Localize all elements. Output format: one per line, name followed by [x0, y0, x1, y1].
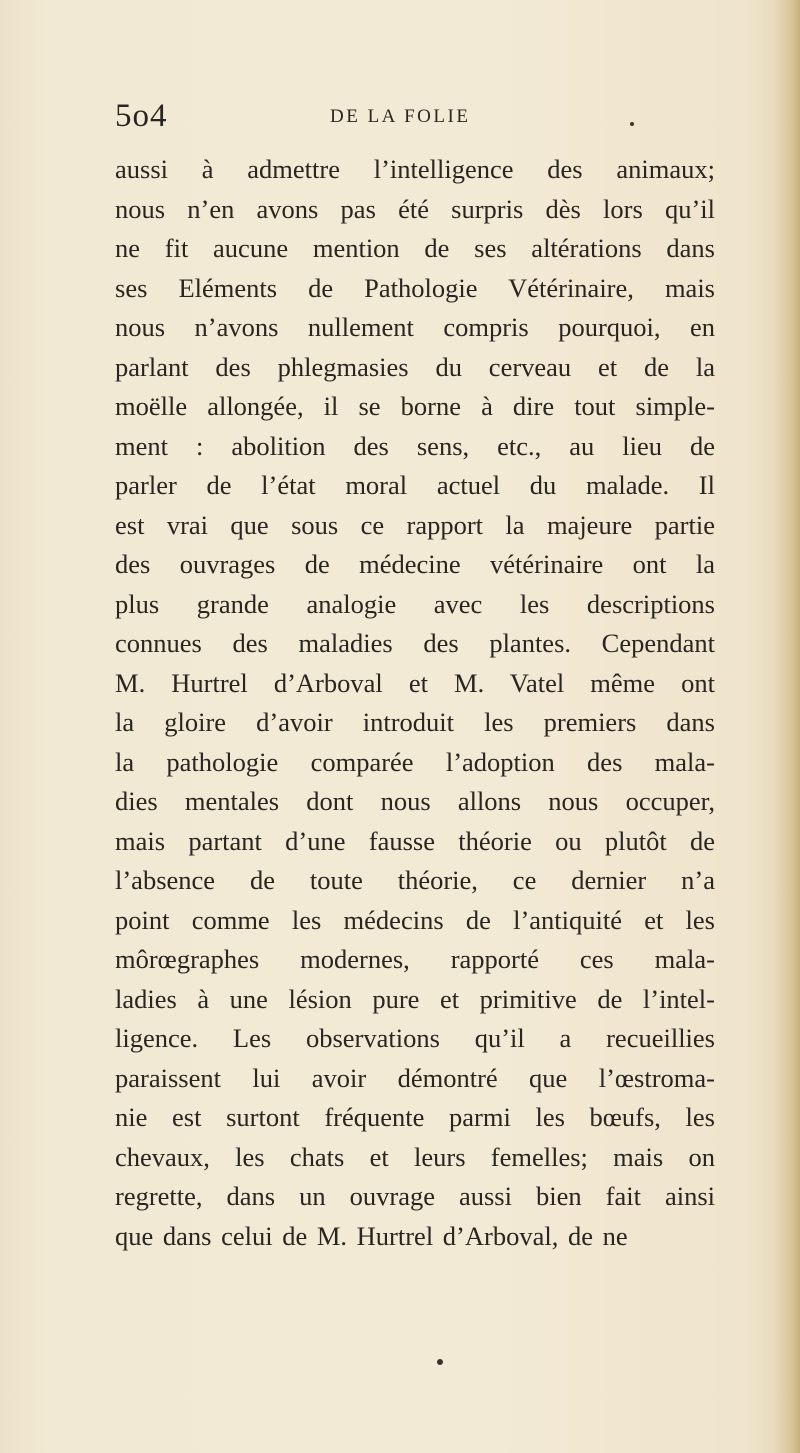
text-line: la gloire d’avoir introduit les premiers dans	[115, 707, 715, 737]
text-line: aussi à admettre l’intelligence des animaux;	[115, 154, 715, 184]
text-line: point comme les médecins de l’antiquité et les	[115, 904, 715, 935]
text-line: plus grande analogie avec les descriptions	[115, 588, 715, 619]
text-line: est vrai que sous ce rapport la majeure partie	[115, 509, 715, 540]
text-line: môrœgraphes modernes, rapporté ces mala-	[115, 944, 715, 974]
text-line: connues des maladies des plantes. Cependant	[115, 628, 715, 658]
text-line: chevaux, les chats et leurs femelles; mais on	[115, 1141, 715, 1172]
page-number: 5o4	[115, 98, 168, 134]
text-line: parler de l’état moral actuel du malade. Il	[115, 470, 715, 500]
text-line: mais partant d’une fausse théorie ou plutôt de	[115, 825, 715, 856]
text-line: ses Eléments de Pathologie Vétérinaire, mais	[115, 272, 715, 303]
text-line: moëlle allongée, il se borne à dire tout simple-	[115, 391, 715, 421]
text-line: ne fit aucune mention de ses altérations dans	[115, 233, 715, 263]
text-line: la pathologie comparée l’adoption des mala-	[115, 746, 715, 777]
text-line: regrette, dans un ouvrage aussi bien fait ainsi	[115, 1181, 715, 1211]
page-header	[115, 98, 715, 138]
running-head: DE LA FOLIE	[330, 106, 471, 127]
text-line: nous n’en avons pas été surpris dès lors qu’il	[115, 193, 715, 224]
text-line: ladies à une lésion pure et primitive de l’intel-	[115, 983, 715, 1014]
text-line: parlant des phlegmasies du cerveau et de la	[115, 351, 715, 382]
text-line: dies mentales dont nous allons nous occuper,	[115, 786, 715, 816]
text-line: M. Hurtrel d’Arboval et M. Vatel même ont	[115, 667, 715, 698]
text-line: ligence. Les observations qu’il a recueillies	[115, 1023, 715, 1053]
text-line: nous n’avons nullement compris pourquoi, en	[115, 312, 715, 342]
text-line: paraissent lui avoir démontré que l’œstroma-	[115, 1062, 715, 1093]
page-edge-shadow	[774, 0, 800, 1453]
ink-speck	[437, 1359, 443, 1365]
ink-speck	[630, 122, 634, 126]
text-line: ment : abolition des sens, etc., au lieu de	[115, 430, 715, 461]
body-text	[115, 150, 715, 1256]
text-line: l’absence de toute théorie, ce dernier n’a	[115, 865, 715, 895]
text-line: que dans celui de M. Hurtrel d’Arboval, de ne	[115, 1220, 628, 1251]
text-line: nie est surtont fréquente parmi les bœufs, les	[115, 1102, 715, 1132]
text-line: des ouvrages de médecine vétérinaire ont la	[115, 549, 715, 579]
